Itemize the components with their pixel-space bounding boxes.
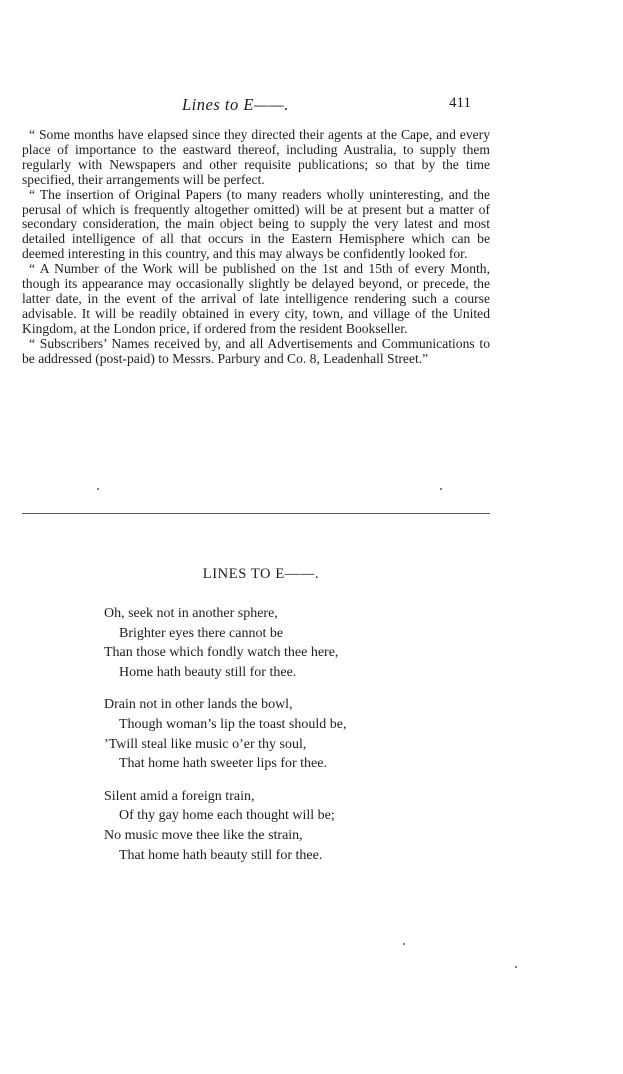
verse-line: Drain not in other lands the bowl, [104, 697, 293, 713]
paper-speck [515, 966, 517, 968]
poem [104, 604, 464, 878]
verse-line: That home hath sweeter lips for thee. [119, 756, 327, 772]
stanza [104, 604, 464, 682]
verse-line: Than those which fondly watch thee here, [104, 645, 339, 661]
paragraph: “ Some months have elapsed since they directed their agents at the Cape, and every place of importance to the eastward thereof, including Australia, to supply them regularly with Newspapers and other requisite publications; so that by the time specified, their arrangements will be perfect. [22, 127, 490, 187]
verse-line: No music move thee like the strain, [104, 827, 303, 843]
verse-line: Oh, seek not in another sphere, [104, 606, 278, 621]
paragraph: “ A Number of the Work will be published on the 1st and 15th of every Month, though its appearance may occasionally slightly be delayed beyond, or precede, the latter date, in the event of the arrival of late intelligence rendering such a course advisable. It will be readily obtained in every city, town, and village of the United Kingdom, at the London price, if ordered from the resident Bookseller. [22, 261, 490, 336]
paragraph: “ The insertion of Original Papers (to many readers wholly uninteresting, and the perusal of which is frequently altogether omitted) will be at present but a matter of secondary consideration, the main object being to supply the very latest and most detailed intelligence of all that occurs in the Eastern Hemisphere which can be deemed interesting in this country, and this may always be confidently looked for. [22, 186, 490, 262]
section-divider [22, 513, 490, 514]
stanza [104, 695, 464, 773]
page-number: 411 [449, 95, 471, 111]
running-head [0, 95, 623, 119]
paper-speck [440, 488, 442, 490]
announcement-text [22, 128, 490, 367]
verse-line: Brighter eyes there cannot be [119, 625, 284, 641]
paper-speck [403, 943, 405, 945]
verse-line: Home hath beauty still for thee. [119, 664, 297, 680]
stanza [104, 787, 464, 865]
paper-speck [97, 488, 99, 490]
verse-line: Silent amid a foreign train, [104, 788, 255, 804]
verse-line: That home hath beauty still for thee. [119, 847, 323, 863]
paragraph: “ Subscribers’ Names received by, and all Advertisements and Communications to be addressed (post-paid) to Messrs. Parbury and Co. 8, Leadenhall Street.” [22, 335, 490, 366]
poem-title: LINES TO E——. [202, 566, 320, 582]
running-title: Lines to E——. [182, 95, 289, 114]
verse-line: Of thy gay home each thought will be; [119, 808, 335, 824]
verse-line: Though woman’s lip the toast should be, [119, 716, 347, 732]
verse-line: ’Twill steal like music o’er thy soul, [104, 736, 307, 752]
